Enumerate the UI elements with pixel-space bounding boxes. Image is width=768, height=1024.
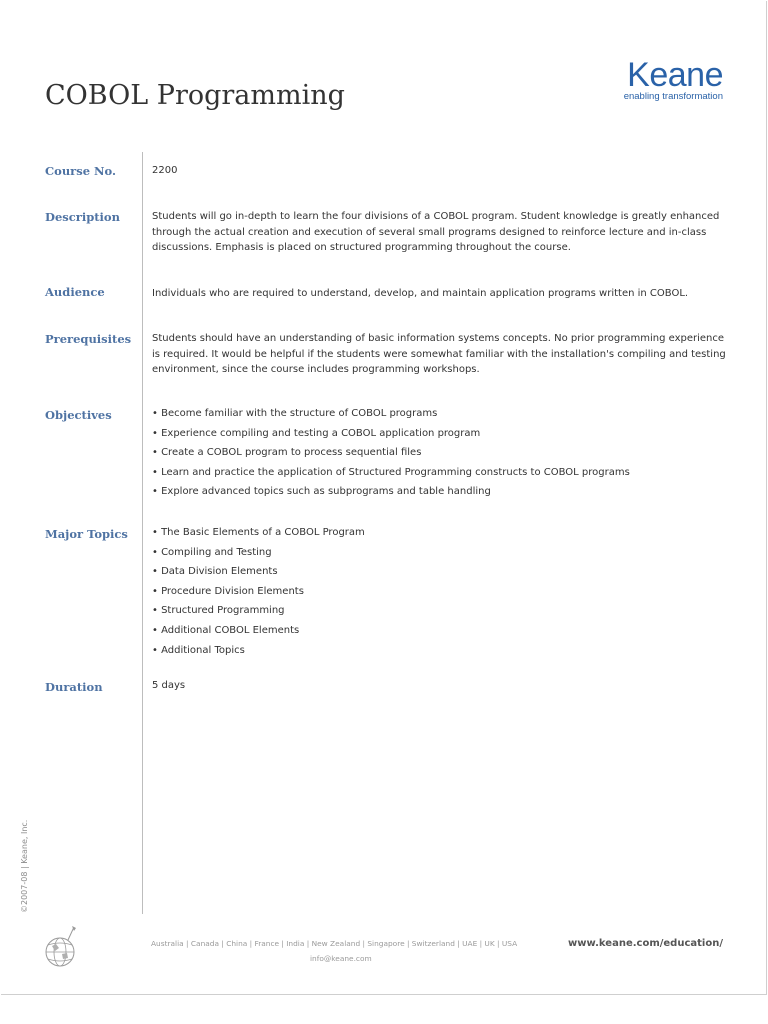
topic-item: • Additional Topics — [152, 641, 727, 661]
objective-item: • Become familiar with the structure of COBOL programs — [152, 404, 727, 424]
description-text: Students will go in-depth to learn the four divisions of a COBOL program. Student knowledge is greatly enhanced through the actual creation and execution of several small programs designed to reinforce lecture and in-class discussions. Emphasis is placed on structured programming throughout the course. — [152, 211, 720, 253]
page-title: COBOL Programming — [45, 80, 345, 111]
keane-logo — [523, 58, 723, 102]
major-topics-list — [152, 523, 727, 660]
globe-icon — [44, 924, 80, 970]
audience-text: Individuals who are required to understand, develop, and maintain application programs written in COBOL. — [152, 288, 689, 299]
prerequisites-text: Students should have an understanding of basic information systems concepts. No prior programming experience is required. It would be helpful if the students were somewhat familiar with the installation's compiling and testing environment, since the course includes programming workshops. — [152, 333, 726, 375]
objective-item: • Explore advanced topics such as subprograms and table handling — [152, 482, 727, 502]
course-no-value: 2200 — [152, 165, 178, 176]
objectives-list — [152, 404, 727, 502]
objectives-label: Objectives — [45, 408, 112, 422]
topic-item: • Compiling and Testing — [152, 543, 727, 563]
description-label: Description — [45, 210, 120, 224]
audience-label: Audience — [45, 285, 105, 299]
logo-tagline: enabling transformation — [623, 91, 723, 102]
course-no-label: Course No. — [45, 164, 117, 178]
duration-value: 5 days — [152, 680, 186, 691]
objective-item: • Experience compiling and testing a COBOL application program — [152, 424, 727, 444]
website-link[interactable]: www.keane.com/education/ — [568, 938, 723, 949]
email-link[interactable]: info@keane.com — [310, 954, 372, 963]
objective-item: • Create a COBOL program to process sequential files — [152, 443, 727, 463]
major-topics-label: Major Topics — [45, 527, 128, 541]
duration-label: Duration — [45, 680, 103, 694]
vertical-divider — [142, 152, 143, 914]
topic-item: • Structured Programming — [152, 601, 727, 621]
objective-item: • Learn and practice the application of Structured Programming constructs to COBOL programs — [152, 463, 727, 483]
prerequisites-label: Prerequisites — [45, 332, 132, 346]
countries-list: Australia | Canada | China | France | India | New Zealand | Singapore | Switzerland | UAE | UK | USA — [151, 939, 518, 948]
topic-item: • Procedure Division Elements — [152, 582, 727, 602]
topic-item: • The Basic Elements of a COBOL Program — [152, 523, 727, 543]
topic-item: • Data Division Elements — [152, 562, 727, 582]
topic-item: • Additional COBOL Elements — [152, 621, 727, 641]
logo-name: Keane — [627, 56, 723, 94]
copyright-notice: ©2007-08 | Keane, Inc. — [20, 819, 29, 913]
